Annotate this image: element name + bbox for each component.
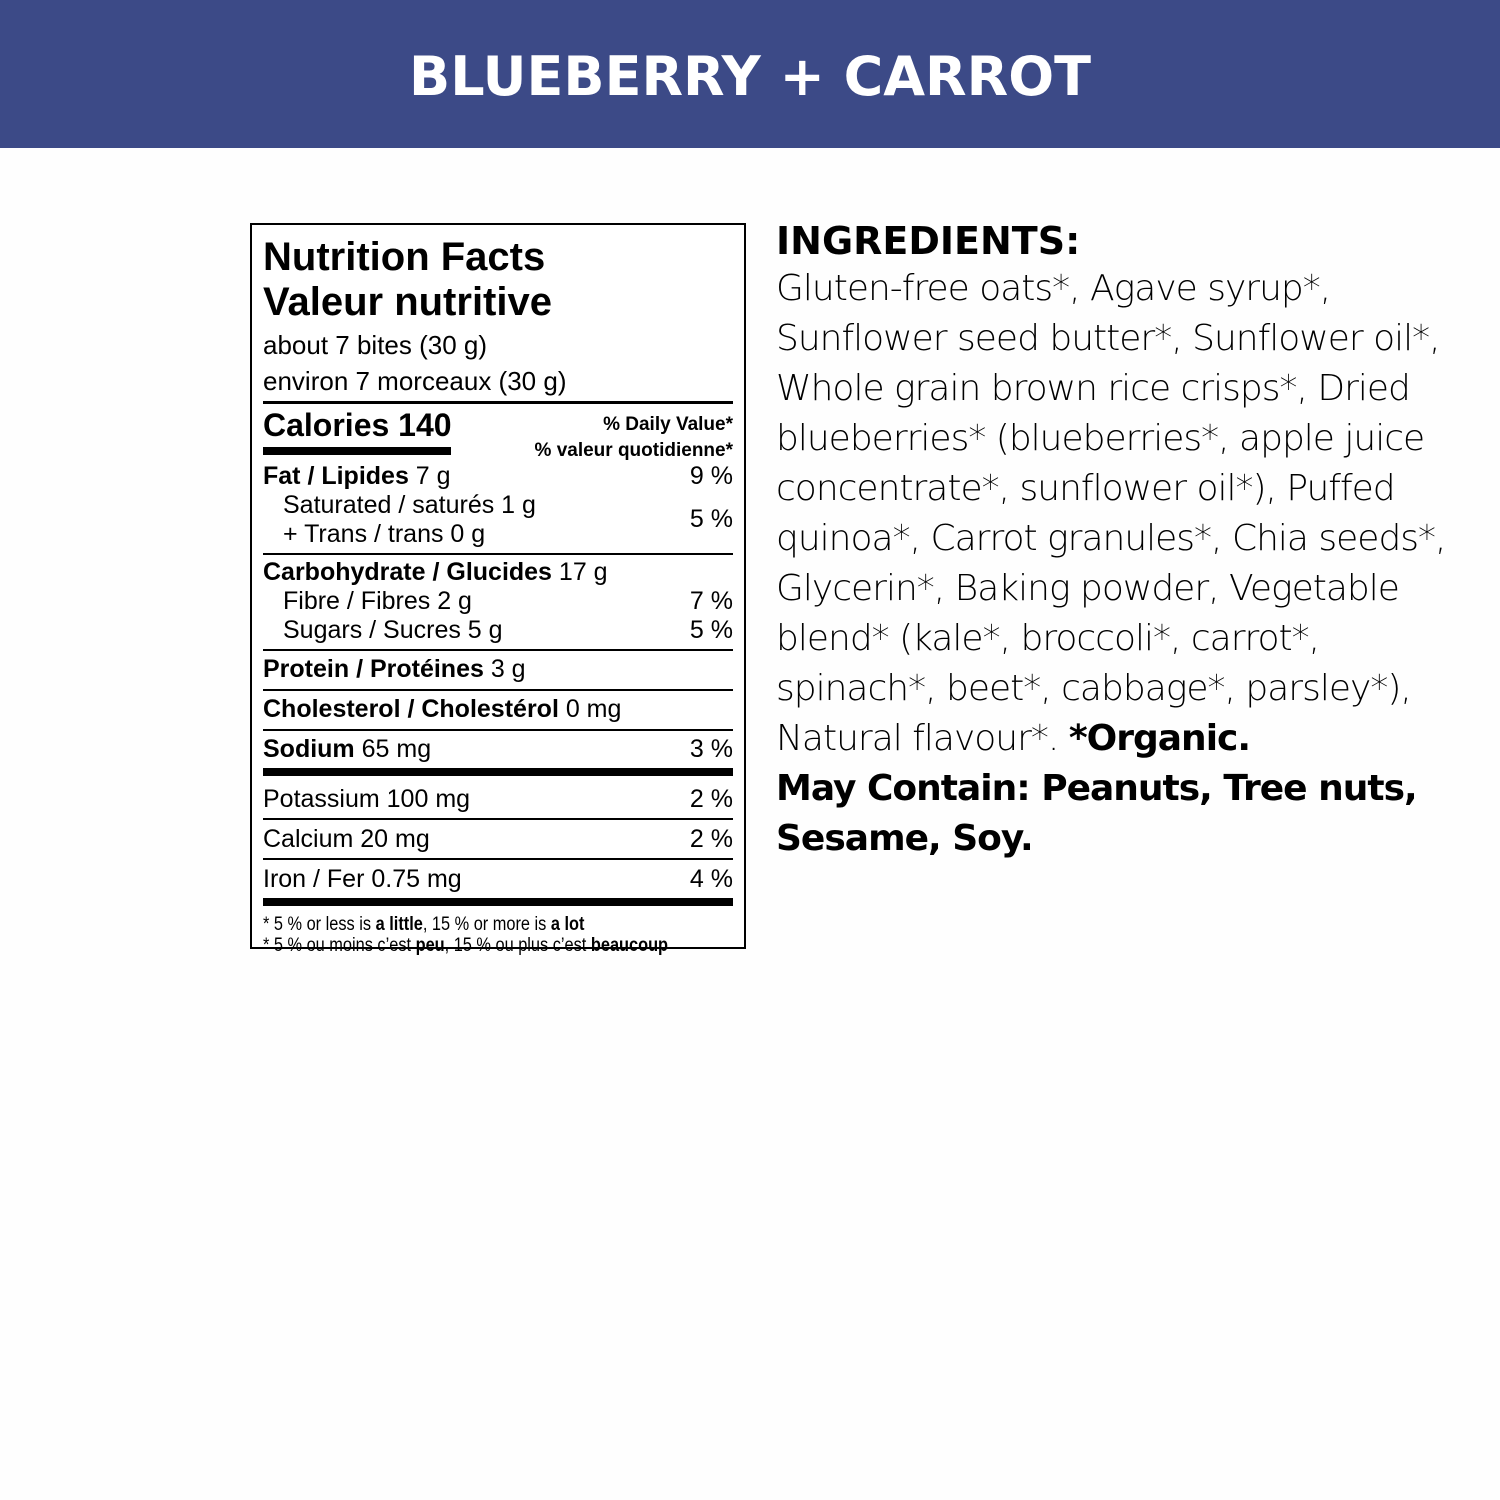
divider-thick (263, 898, 733, 906)
ingredient-line: Sunflower seed butter*, Sunflower oil*, (776, 318, 1440, 359)
footnote-fr-beaucoup: beaucoup (590, 935, 669, 956)
carb-amount: 17 g (551, 558, 608, 586)
serving-size-en: about 7 bites (30 g) (263, 330, 488, 360)
footnote-fr-text: * 5 % ou moins c’est (263, 935, 416, 956)
nutrition-facts-panel (250, 223, 746, 956)
ingredient-line: blend* (kale*, broccoli*, carrot*, (776, 618, 1320, 659)
potassium-pct: 2 % (689, 785, 733, 813)
iron-row (263, 865, 733, 894)
saturated-row: Saturated / saturés 1 g (283, 491, 536, 519)
daily-value-en: % Daily Value* (603, 414, 733, 435)
fat-row (263, 462, 733, 491)
product-title: BLUEBERRY + CARROT (409, 44, 1091, 108)
divider (263, 553, 733, 555)
calcium-pct: 2 % (689, 825, 733, 853)
iron-label: Iron / Fer 0.75 mg (263, 865, 462, 893)
ingredients-block (776, 218, 1476, 864)
fat-label: Fat / Lipides (263, 462, 409, 490)
divider (263, 649, 733, 651)
sodium-row (263, 735, 733, 764)
fibre-label: Fibre / Fibres 2 g (283, 587, 472, 615)
footnote-en-lot: a lot (550, 914, 585, 935)
sat-trans-pct: 5 % (689, 505, 733, 533)
may-contain-line-1: May Contain: Peanuts, Tree nuts, (776, 768, 1417, 809)
fibre-pct: 7 % (689, 587, 733, 615)
daily-value-header (535, 412, 733, 464)
footnote-fr-text2: , 15 % ou plus c’est (444, 935, 591, 956)
footnote-en-text: * 5 % or less is (263, 914, 376, 935)
nutrition-title-en: Nutrition Facts (263, 235, 546, 279)
calcium-row (263, 825, 733, 854)
divider (263, 689, 733, 691)
potassium-label: Potassium 100 mg (263, 785, 471, 813)
footnote-en-text2: , 15 % or more is (422, 914, 551, 935)
footnote-en-little: a little (375, 914, 423, 935)
ingredient-line: quinoa*, Carrot granules*, Chia seeds*, (776, 518, 1446, 559)
sugars-pct: 5 % (689, 616, 733, 644)
ingredient-line: Gluten-free oats*, Agave syrup*, (776, 268, 1331, 309)
fat-pct: 9 % (689, 462, 733, 490)
ingredient-last-text: Natural flavour*. (776, 718, 1069, 759)
daily-value-fr: % valeur quotidienne* (534, 440, 733, 461)
cholesterol-label: Cholesterol / Cholestérol (263, 695, 559, 723)
carb-row (263, 558, 733, 587)
ingredient-line: Glycerin*, Baking powder, Vegetable (776, 568, 1399, 609)
divider (263, 729, 733, 731)
trans-row: + Trans / trans 0 g (283, 520, 486, 548)
calories-row (263, 404, 733, 459)
ingredient-line-last (776, 714, 1476, 764)
protein-row (263, 655, 733, 684)
divider (263, 858, 733, 860)
sodium-amount: 65 mg (354, 735, 432, 763)
ingredient-line: concentrate*, sunflower oil*), Puffed (776, 468, 1395, 509)
cholesterol-row (263, 695, 733, 724)
protein-label: Protein / Protéines (263, 655, 484, 683)
divider-thick (263, 768, 733, 776)
may-contain-line-2: Sesame, Soy. (776, 818, 1033, 859)
footnote-fr (263, 935, 667, 956)
fat-amount: 7 g (408, 462, 451, 490)
serving-size-fr: environ 7 morceaux (30 g) (263, 366, 567, 396)
fibre-row (263, 587, 733, 616)
ingredient-line: Whole grain brown rice crisps*, Dried (776, 368, 1410, 409)
ingredient-line: spinach*, beet*, cabbage*, parsley*), (776, 668, 1411, 709)
carb-label: Carbohydrate / Glucides (263, 558, 552, 586)
sugars-row (263, 616, 733, 645)
header-banner (0, 0, 1500, 148)
calories-bar (263, 447, 451, 455)
divider (263, 818, 733, 820)
sodium-pct: 3 % (689, 735, 733, 763)
organic-note: *Organic. (1068, 718, 1251, 759)
calcium-label: Calcium 20 mg (263, 825, 430, 853)
footnote-en (263, 914, 667, 935)
sodium-label: Sodium (263, 735, 355, 763)
ingredients-heading: INGREDIENTS: (776, 219, 1081, 263)
potassium-row (263, 785, 733, 814)
ingredient-line: blueberries* (blueberries*, apple juice (776, 418, 1425, 459)
iron-pct: 4 % (689, 865, 733, 893)
protein-amount: 3 g (483, 655, 526, 683)
sugars-label: Sugars / Sucres 5 g (283, 616, 503, 644)
sat-trans-group (263, 491, 733, 549)
calories-label: Calories 140 (263, 407, 452, 443)
footnote-fr-peu: peu (415, 935, 445, 956)
nutrition-title-fr: Valeur nutritive (263, 280, 552, 324)
cholesterol-amount: 0 mg (558, 695, 622, 723)
